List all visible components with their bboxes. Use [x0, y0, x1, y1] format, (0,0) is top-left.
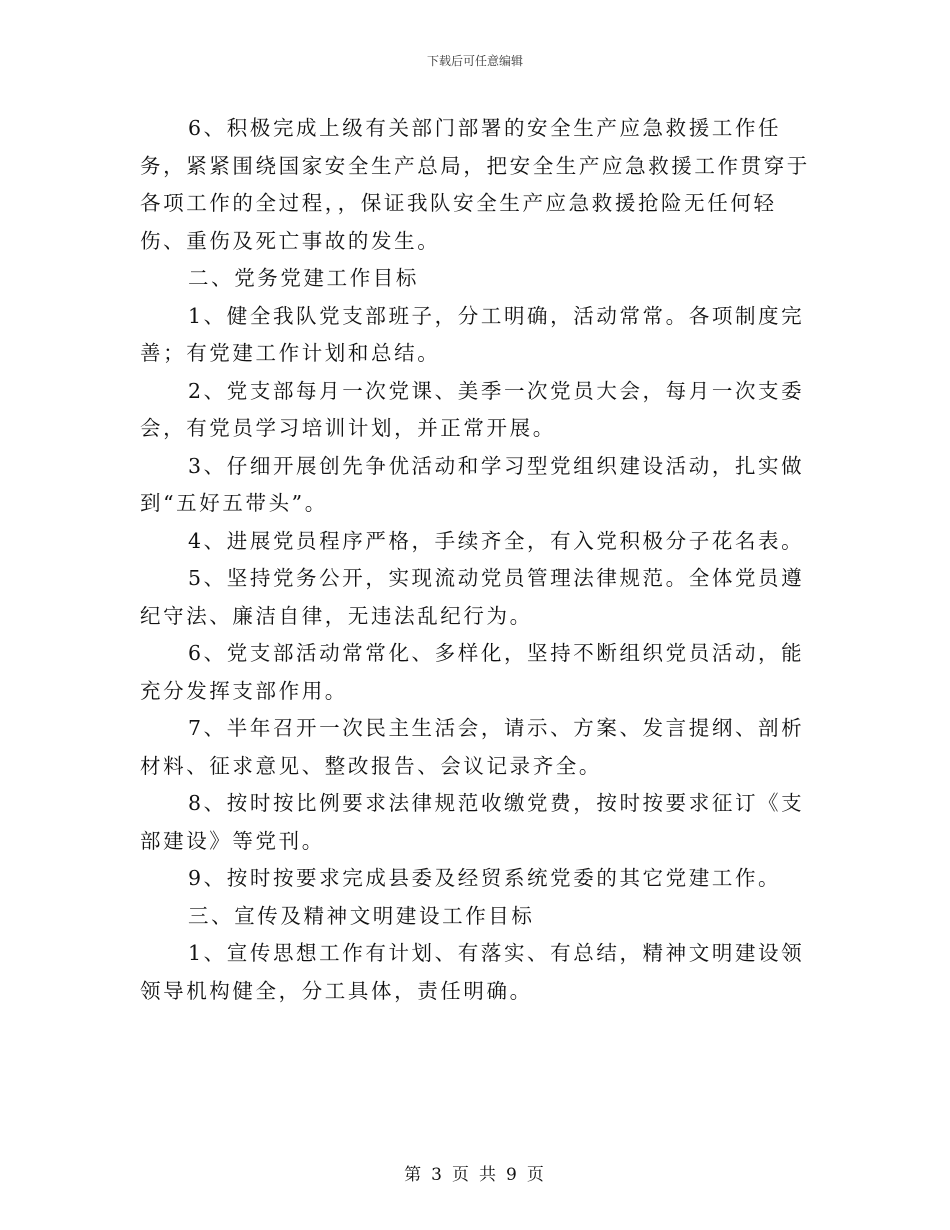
- page-label-prefix: 第: [404, 1165, 424, 1185]
- paragraph: 1、健全我队党支部班子，分工明确，活动常常。各项制度完善；有党建工作计划和总结。: [140, 303, 805, 365]
- current-page-number: 3: [431, 1165, 444, 1185]
- section-heading: 二、党务党建工作目标: [188, 266, 419, 290]
- paragraph: 8、按时按比例要求法律规范收缴党费，按时按要求征订《支部建设》等党刊。: [140, 791, 805, 853]
- paragraph: 7、半年召开一次民主生活会，请示、方案、发言提纲、剖析材料、征求意见、整改报告、会议记录齐全。: [140, 716, 805, 778]
- paragraph: 3、仔细开展创先争优活动和学习型党组织建设活动，扎实做到“五好五带头”。: [140, 453, 805, 515]
- paragraph: 6、积极完成上级有关部门部署的安全生产应急救援工作任务，紧紧围绕国家安全生产总局，把安全生产应急救援工作贯穿于各项工作的全过程，，保证我队安全生产应急救援抢险无任何轻伤、重伤及死亡事故的发生。: [140, 116, 810, 253]
- paragraph: 9、按时按要求完成县委及经贸系统党委的其它党建工作。: [188, 866, 782, 890]
- document-body: [140, 110, 820, 1010]
- page-label-mid: 页: [452, 1165, 471, 1185]
- paragraph: 6、党支部活动常常化、多样化，坚持不断组织党员活动，能充分发挥支部作用。: [140, 641, 805, 703]
- total-pages-number: 9: [506, 1165, 519, 1185]
- paragraph: 1、宣传思想工作有计划、有落实、有总结，精神文明建设领领导机构健全，分工具体，责任明确。: [140, 941, 805, 1003]
- page-header: 下载后可任意编辑: [426, 54, 523, 68]
- paragraph: 4、进展党员程序严格，手续齐全，有入党积极分子花名表。: [188, 528, 805, 553]
- paragraph: 2、党支部每月一次党课、美季一次党员大会，每月一次支委会，有党员学习培训计划，并正常开展。: [140, 378, 805, 440]
- total-label: 共: [479, 1165, 498, 1185]
- paragraph: 5、坚持党务公开，实现流动党员管理法律规范。全体党员遵纪守法、廉洁自律，无违法乱纪行为。: [140, 566, 805, 628]
- page-label-suffix: 页: [526, 1165, 546, 1185]
- page-footer: [0, 1160, 950, 1185]
- section-heading: 三、宣传及精神文明建设工作目标: [188, 903, 535, 928]
